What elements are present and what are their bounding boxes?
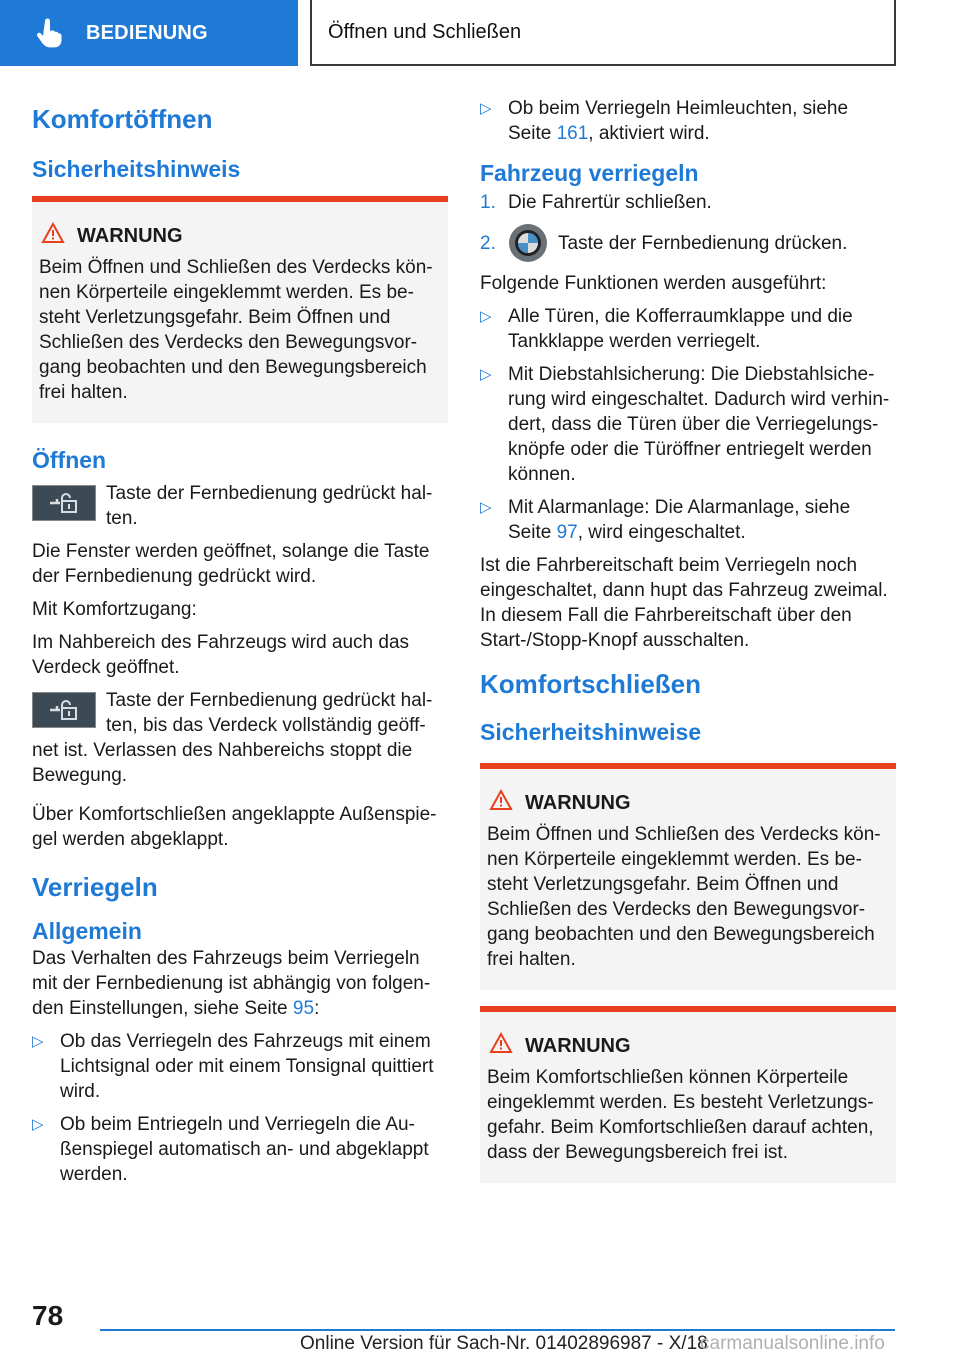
- page-link[interactable]: 95: [292, 998, 315, 1019]
- paragraph: Mit Komfortzugang:: [32, 599, 197, 620]
- list-item: [32, 1029, 448, 1104]
- warning-label: WARNUNG: [77, 225, 183, 247]
- warning-title: [39, 222, 440, 251]
- list-item-text: Taste der Fernbedienung drücken.: [558, 232, 848, 254]
- list-item-text: Mit Diebstahlsicherung: Die Diebstahlsiche- rung wird eingeschaltet. Dadurch wird verhin- dert, dass die Türen über die Verriegelungs- knöpfe oder die Türöffner entriegelt werden können.: [508, 364, 890, 485]
- page-link[interactable]: 161: [556, 123, 589, 144]
- warning-text: Beim Öffnen und Schließen des Verdecks kön- nen Körperteile eingeklemmt werden. Es be- steht Verletzungsgefahr. Beim Öffnen und Schließen des Verdecks den Bewegungsvor- gang beobachten und den Bewegungsbereich frei halten.: [39, 257, 433, 403]
- hand-pointer-icon: [30, 13, 70, 53]
- key-instruction-text: Taste der Fernbedienung gedrückt hal- ten, bis das Verdeck vollständig geöff- net ist. Verlassen des Nahbereichs stoppt die Bewegung.: [32, 690, 433, 786]
- watermark: carmanualsonline.info: [700, 1333, 885, 1354]
- heading-sicherheitshinweise: Sicherheitshinweise: [480, 719, 702, 745]
- heading-komfortschliessen: Komfortschließen: [480, 669, 702, 699]
- warning-triangle-icon: [489, 789, 525, 818]
- list-item-text: Mit Alarmanlage: Die Alarmanlage, siehe Seite 97, wird eingeschaltet.: [508, 497, 851, 543]
- list-item: [480, 304, 896, 354]
- warning-title: [487, 1032, 888, 1061]
- warning-label: WARNUNG: [525, 792, 631, 814]
- heading-oeffnen: Öffnen: [32, 447, 107, 473]
- bmw-key-icon: [508, 223, 548, 263]
- list-item-text: Ob beim Entriegeln und Verriegeln die Au- ßenspiegel automatisch an- und abgeklappt werden.: [60, 1114, 429, 1185]
- list-item: [480, 223, 896, 263]
- triangle-bullet-icon: ▷: [32, 1116, 44, 1133]
- warning-title: [487, 789, 888, 818]
- paragraph: Ist die Fahrbereitschaft beim Verriegeln noch eingeschaltet, dann hupt das Fahrzeug zweimal. In diesem Fall die Fahrbereitschaft über den Start-/Stopp-Knopf ausschalten.: [480, 555, 888, 651]
- page-number: 78: [32, 1300, 64, 1331]
- chapter-label: Öffnen und Schließen: [328, 20, 522, 43]
- warning-box: [480, 763, 896, 990]
- step-number: 1.: [480, 192, 496, 213]
- unlock-key-icon: [32, 692, 96, 728]
- paragraph-text: :: [314, 998, 320, 1019]
- list-item-text: Die Fahrertür schließen.: [508, 192, 712, 213]
- paragraph: Im Nahbereich des Fahrzeugs wird auch das Verdeck geöffnet.: [32, 632, 410, 678]
- heading-komfortoeffnen: Komfortöffnen: [32, 104, 213, 134]
- bullet-list: [32, 1029, 448, 1187]
- key-instruction-text: Taste der Fernbedienung gedrückt hal- ten.: [106, 483, 433, 529]
- list-item: [480, 96, 896, 146]
- footer-text: Online Version für Sach-Nr. 01402896987 - X/18: [300, 1333, 708, 1354]
- paragraph: Über Komfortschließen angeklappte Außenspie- gel werden abgeklappt.: [32, 804, 437, 850]
- paragraph: Die Fenster werden geöffnet, solange die Taste der Fernbedienung gedrückt wird.: [32, 541, 430, 587]
- section-tab[interactable]: [0, 0, 298, 66]
- section-label: BEDIENUNG: [86, 21, 208, 44]
- list-item-text: Ob das Verriegeln des Fahrzeugs mit einem Lichtsignal oder mit einem Tonsignal quittiert wird.: [60, 1031, 434, 1102]
- numbered-list: [480, 190, 896, 263]
- list-item-text: Alle Türen, die Kofferraumklappe und die Tankklappe werden verriegelt.: [508, 306, 853, 352]
- warning-triangle-icon: [41, 222, 77, 251]
- warning-text: Beim Öffnen und Schließen des Verdecks kön- nen Körperteile eingeklemmt werden. Es be- steht Verletzungsgefahr. Beim Öffnen und Schließen des Verdecks den Bewegungsvor- gang beobachten und den Bewegungsbereich frei halten.: [487, 824, 881, 970]
- footer-divider: [100, 1329, 895, 1331]
- list-item-text: Ob beim Verriegeln Heimleuchten, siehe Seite 161, aktiviert wird.: [508, 98, 849, 144]
- warning-box: [480, 1006, 896, 1183]
- list-item: [480, 190, 896, 215]
- chapter-title: [310, 0, 896, 66]
- heading-allgemein: Allgemein: [32, 918, 142, 944]
- warning-triangle-icon: [489, 1032, 525, 1061]
- paragraph: Folgende Funktionen werden ausgeführt:: [480, 273, 827, 294]
- warning-text: Beim Komfortschließen können Körperteile eingeklemmt werden. Es besteht Verletzungs- gefahr. Beim Komfortschließen darauf achten, dass der Bewegungsbereich frei ist.: [487, 1067, 874, 1163]
- triangle-bullet-icon: ▷: [32, 1033, 44, 1050]
- heading-verriegeln: Verriegeln: [32, 872, 158, 902]
- key-instruction: [32, 481, 448, 531]
- list-item: [480, 495, 896, 545]
- page-link[interactable]: 97: [556, 522, 578, 543]
- unlock-key-icon: [32, 485, 96, 521]
- warning-box: [32, 196, 448, 423]
- triangle-bullet-icon: ▷: [480, 366, 492, 383]
- heading-sicherheitshinweis: Sicherheitshinweis: [32, 156, 241, 182]
- triangle-bullet-icon: ▷: [480, 308, 492, 325]
- list-item: [480, 362, 896, 487]
- warning-label: WARNUNG: [525, 1035, 631, 1057]
- heading-fahrzeug-verriegeln: Fahrzeug verriegeln: [480, 160, 699, 186]
- paragraph-text: Das Verhalten des Fahrzeugs beim Verriegeln mit der Fernbedienung ist abhängig von folgen- den Einstellungen, siehe Seite: [32, 948, 431, 1019]
- triangle-bullet-icon: ▷: [480, 499, 492, 516]
- triangle-bullet-icon: ▷: [480, 100, 492, 117]
- paragraph: [32, 946, 448, 1021]
- key-instruction: [32, 688, 448, 788]
- step-number: 2.: [480, 232, 496, 254]
- bullet-list: [480, 96, 896, 146]
- list-item: [32, 1112, 448, 1187]
- bullet-list: [480, 304, 896, 545]
- left-column: [32, 96, 448, 1195]
- right-column: [480, 96, 896, 1199]
